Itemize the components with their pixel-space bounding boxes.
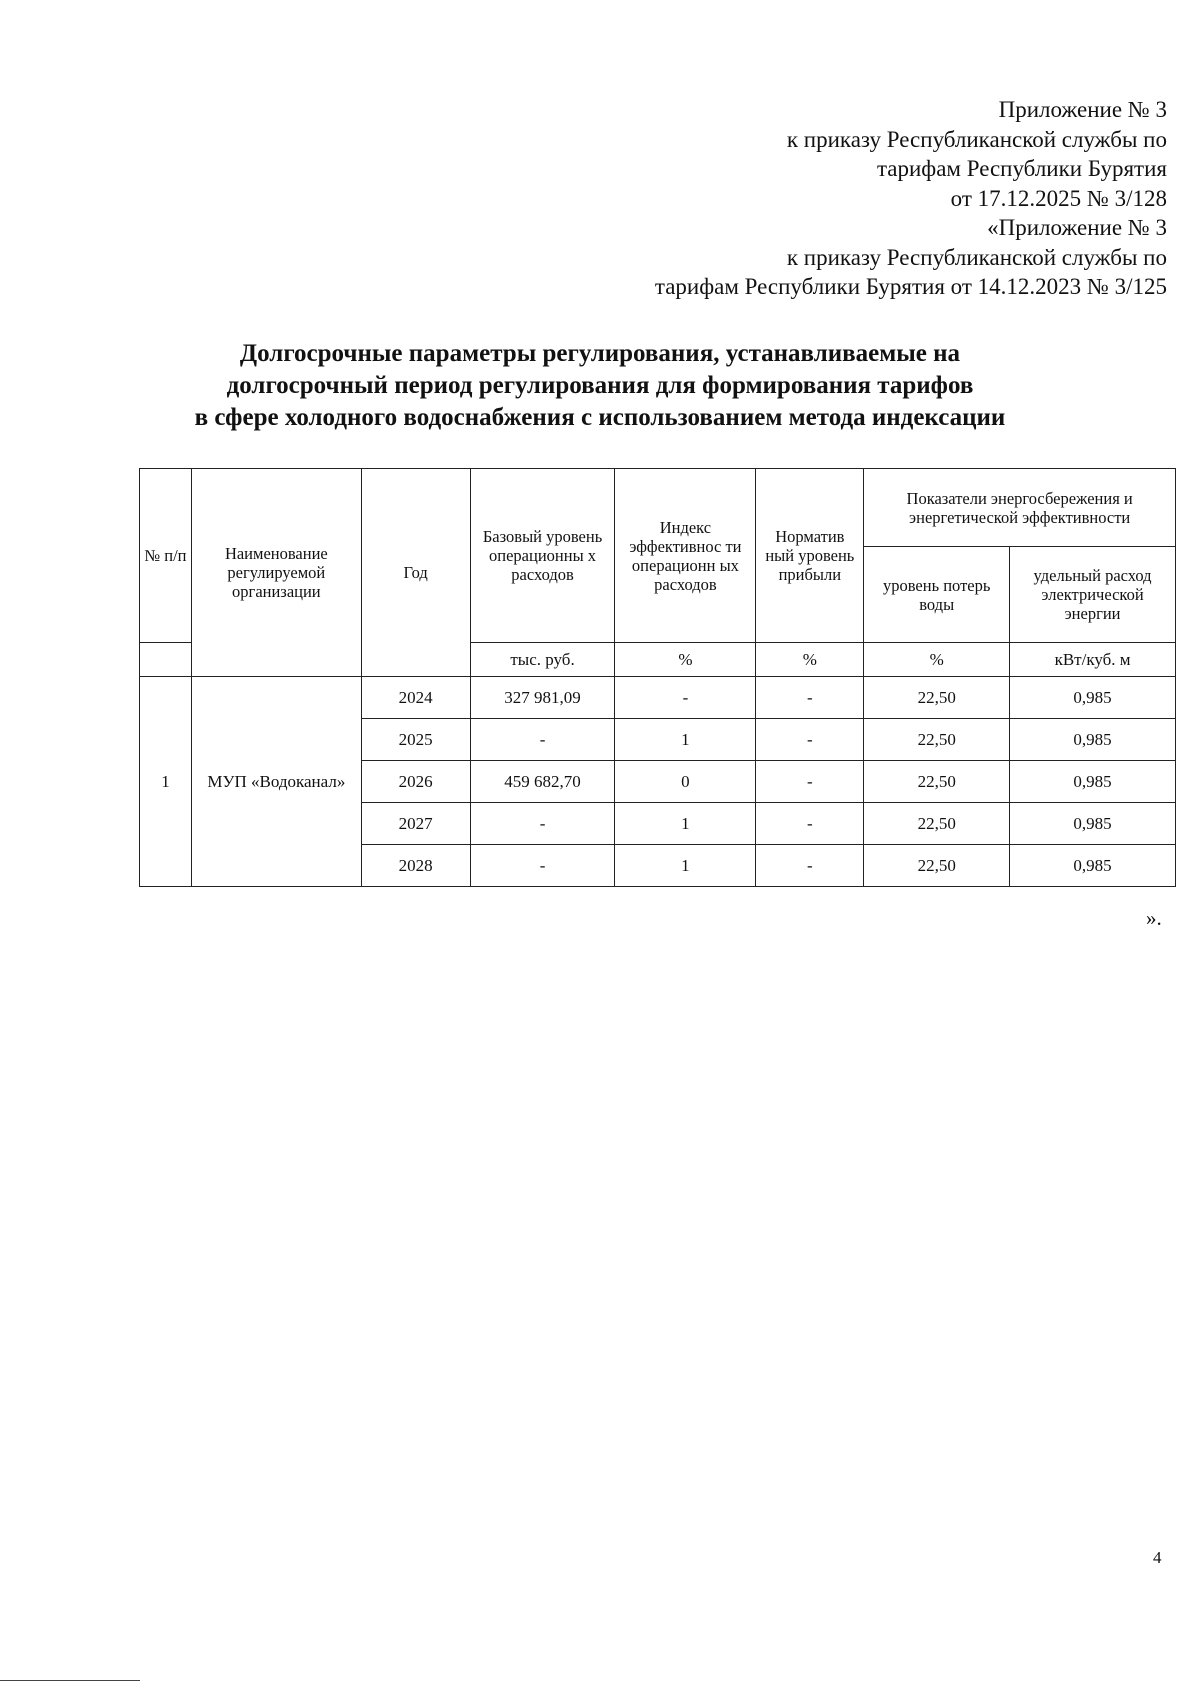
cell-year: 2028 — [361, 845, 470, 887]
cell-year: 2025 — [361, 719, 470, 761]
header-line: тарифам Республики Бурятия — [876, 156, 1167, 181]
org-name: МУП «Водоканал» — [191, 677, 361, 887]
annex-header — [655, 95, 1167, 302]
header-base-costs: Базовый уровень операционны х расходов — [470, 469, 615, 643]
cell-profit: - — [756, 761, 864, 803]
header-line: Приложение № 3 — [998, 97, 1167, 122]
cell-base: 459 682,70 — [470, 761, 615, 803]
cell-year: 2027 — [361, 803, 470, 845]
unit-profit: % — [756, 643, 864, 677]
unit-num-blank — [140, 643, 192, 677]
footer-rule — [0, 1680, 140, 1681]
cell-loss: 22,50 — [864, 803, 1010, 845]
cell-loss: 22,50 — [864, 761, 1010, 803]
parameters-table — [139, 468, 1176, 887]
cell-index: - — [615, 677, 756, 719]
title-line: в сфере холодного водоснабжения с использованием метода индексации — [194, 404, 1006, 431]
header-line: от 17.12.2025 № 3/128 — [950, 185, 1167, 211]
cell-profit: - — [756, 719, 864, 761]
cell-index: 1 — [615, 845, 756, 887]
cell-index: 1 — [615, 803, 756, 845]
cell-year: 2024 — [361, 677, 470, 719]
cell-elec: 0,985 — [1010, 719, 1176, 761]
cell-elec: 0,985 — [1010, 845, 1176, 887]
header-electricity-rate: удельный расход электрической энергии — [1010, 547, 1176, 643]
header-year: Год — [361, 469, 470, 677]
header-org: Наименование регулируемой организации — [191, 469, 361, 677]
unit-base: тыс. руб. — [470, 643, 615, 677]
header-water-loss: уровень потерь воды — [864, 547, 1010, 643]
title-line: долгосрочный период регулирования для формирования тарифов — [226, 372, 974, 399]
page-number: 4 — [1153, 1548, 1162, 1567]
cell-loss: 22,50 — [864, 677, 1010, 719]
header-line: «Приложение № 3 — [987, 215, 1167, 240]
header-profit-level: Норматив ный уровень прибыли — [756, 469, 864, 643]
cell-profit: - — [756, 803, 864, 845]
unit-index: % — [615, 643, 756, 677]
cell-loss: 22,50 — [864, 719, 1010, 761]
unit-loss: % — [864, 643, 1010, 677]
header-line: тарифам Республики Бурятия от 14.12.2023 № 3/125 — [654, 274, 1167, 299]
header-energy-group: Показатели энергосбережения и энергетической эффективности — [864, 469, 1176, 547]
cell-base: - — [470, 803, 615, 845]
header-line: к приказу Республиканской службы по — [786, 244, 1167, 270]
cell-base: - — [470, 719, 615, 761]
cell-base: - — [470, 845, 615, 887]
cell-base: 327 981,09 — [470, 677, 615, 719]
cell-profit: - — [756, 677, 864, 719]
header-num: № п/п — [140, 469, 192, 643]
header-line: к приказу Республиканской службы по — [786, 126, 1167, 152]
document-title — [0, 338, 1200, 434]
closing-quote: ». — [1146, 906, 1162, 930]
cell-loss: 22,50 — [864, 845, 1010, 887]
cell-elec: 0,985 — [1010, 677, 1176, 719]
table-row — [140, 677, 1176, 719]
cell-profit: - — [756, 845, 864, 887]
org-number: 1 — [140, 677, 192, 887]
cell-index: 0 — [615, 761, 756, 803]
header-efficiency-index: Индекс эффективнос ти операционн ых расходов — [615, 469, 756, 643]
title-line: Долгосрочные параметры регулирования, устанавливаемые на — [239, 340, 961, 367]
cell-elec: 0,985 — [1010, 803, 1176, 845]
cell-year: 2026 — [361, 761, 470, 803]
cell-index: 1 — [615, 719, 756, 761]
unit-elec: кВт/куб. м — [1010, 643, 1176, 677]
cell-elec: 0,985 — [1010, 761, 1176, 803]
